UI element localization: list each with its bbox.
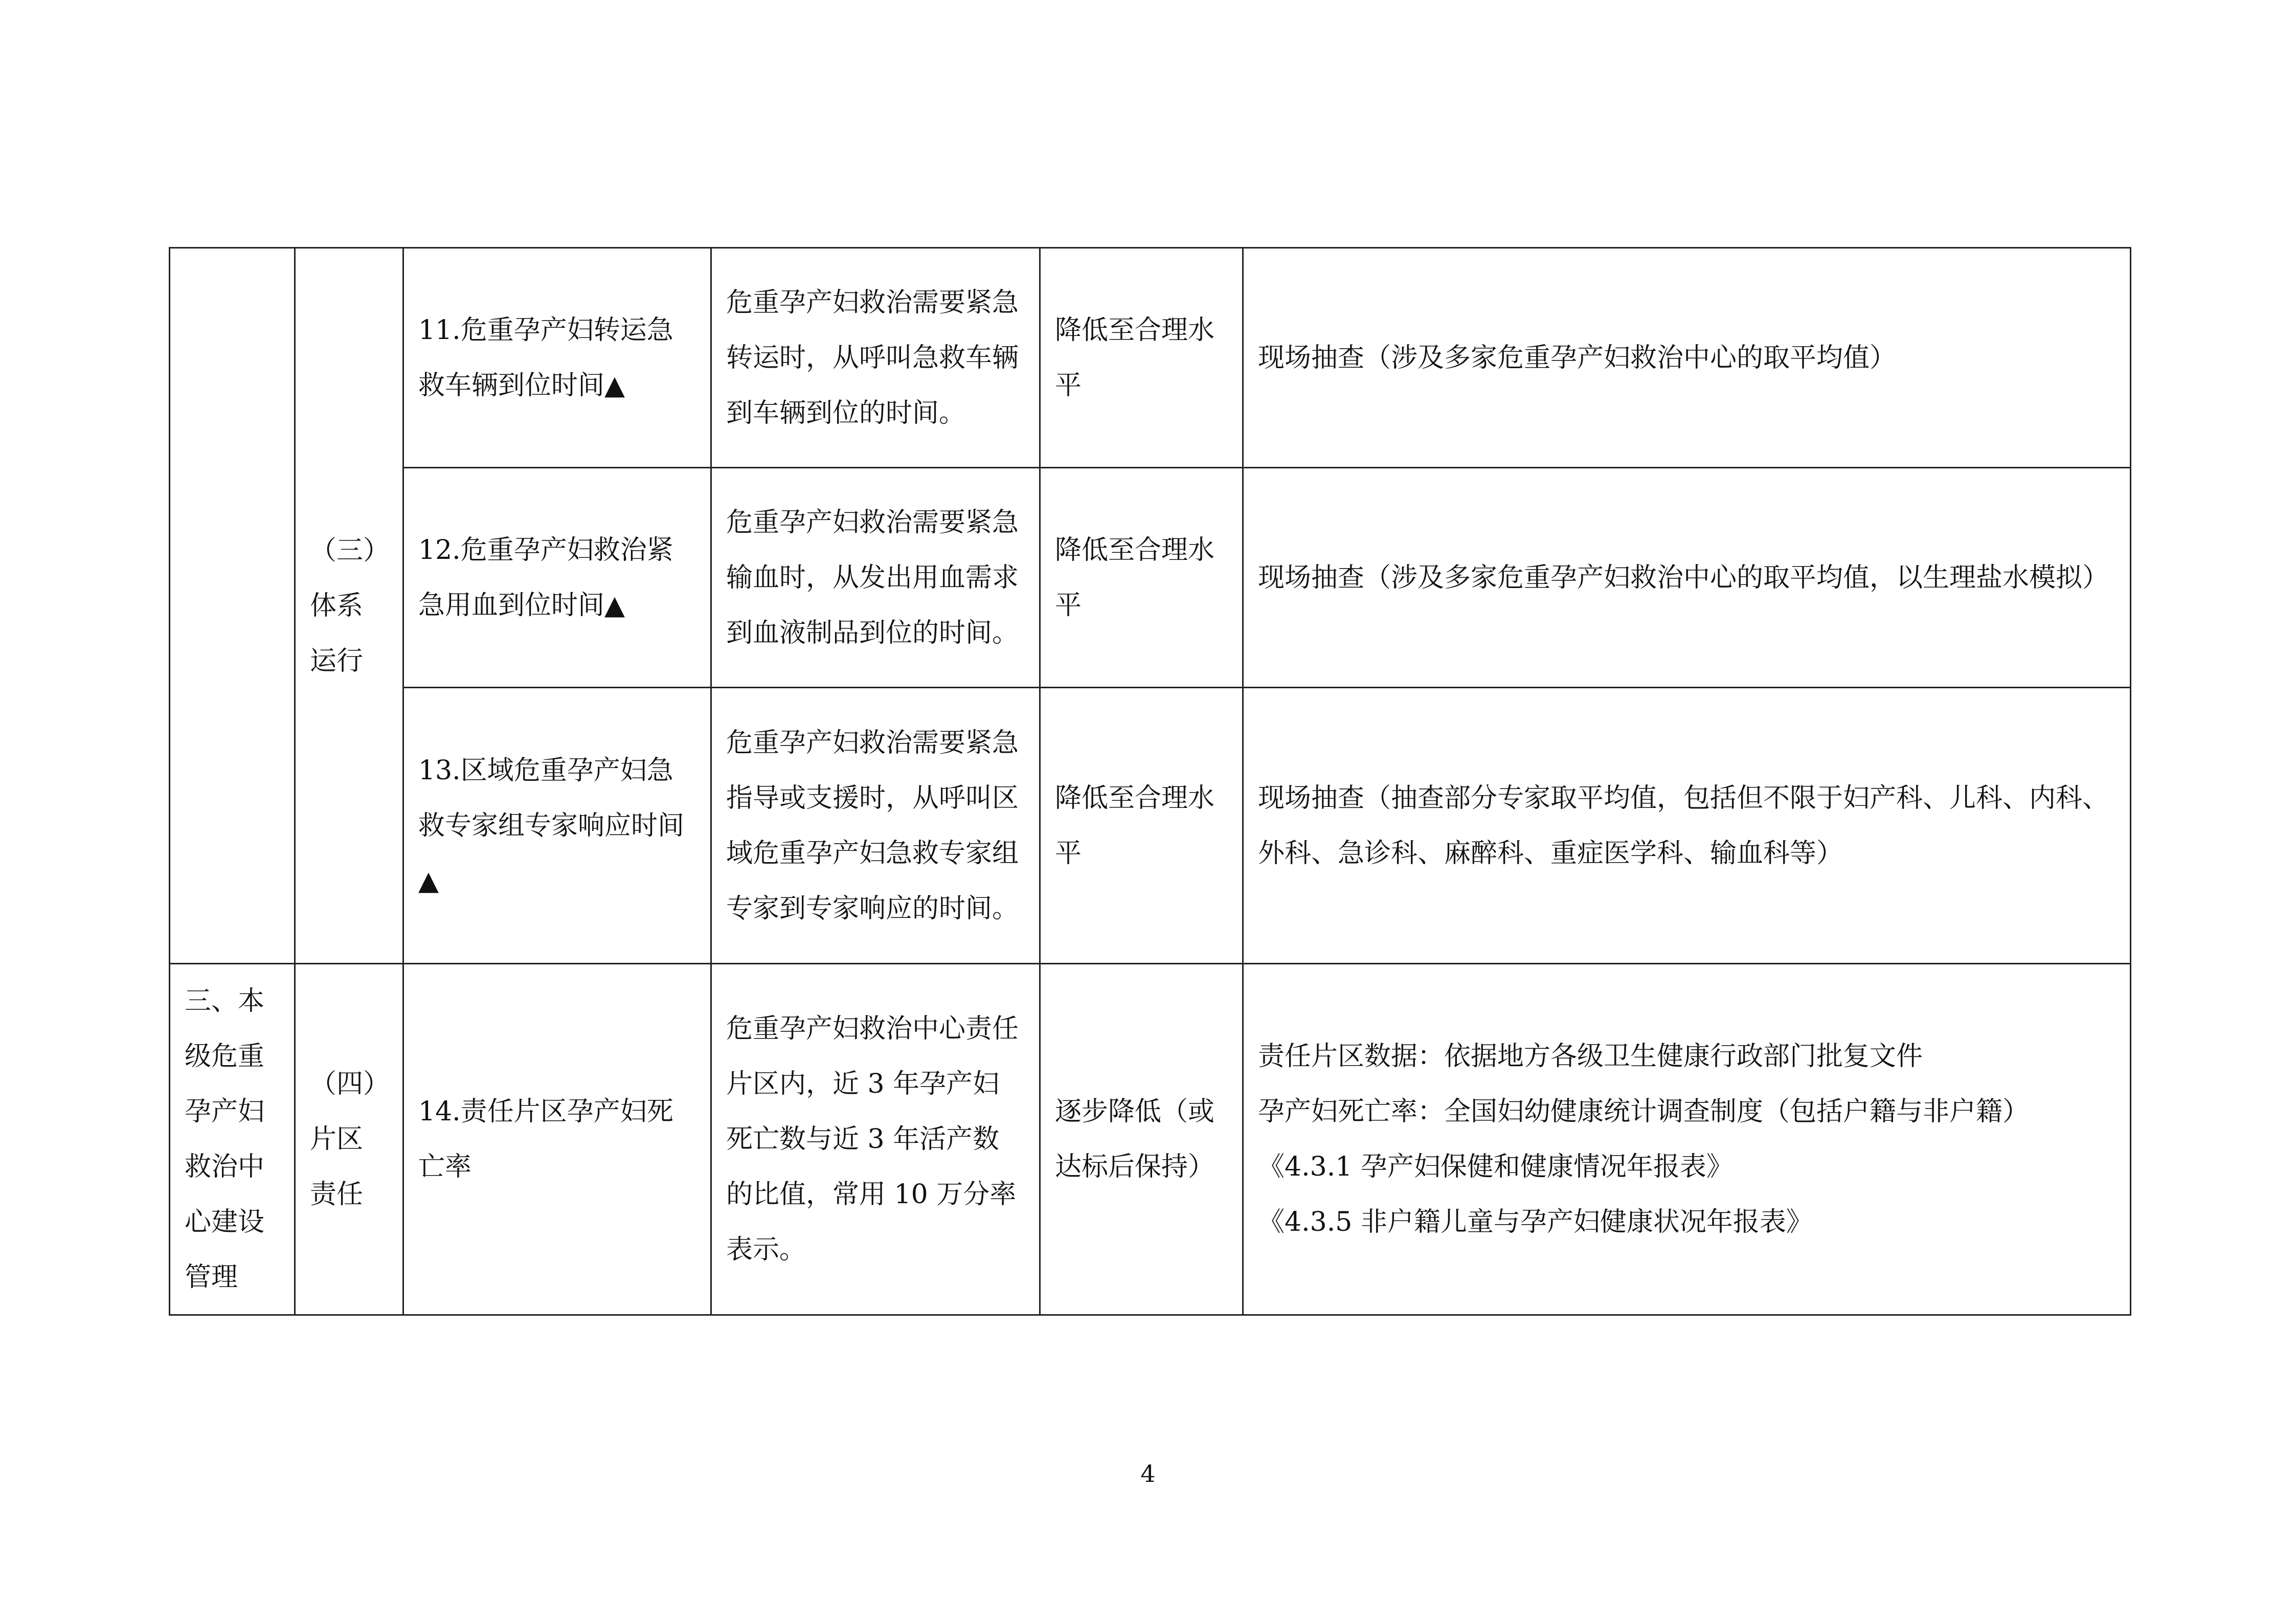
method-line: 《4.3.1 孕产妇保健和健康情况年报表》 <box>1258 1152 1733 1182</box>
definition-cell: 危重孕产妇救治需要紧急转运时，从呼叫急救车辆到车辆到位的时间。 <box>711 248 1040 468</box>
method-cell: 现场抽查（涉及多家危重孕产妇救治中心的取平均值） <box>1243 248 2131 468</box>
table-row <box>170 688 2131 964</box>
target-cell: 降低至合理水平 <box>1040 688 1243 964</box>
table-row <box>170 468 2131 688</box>
indicator-cell: 11.危重孕产妇转运急救车辆到位时间▲ <box>403 248 711 468</box>
definition-cell: 危重孕产妇救治中心责任片区内，近 3 年孕产妇死亡数与近 3 年活产数的比值，常用 10 万分率表示。 <box>711 964 1040 1315</box>
definition-cell: 危重孕产妇救治需要紧急输血时，从发出用血需求到血液制品到位的时间。 <box>711 468 1040 688</box>
indicator-cell: 13.区域危重孕产妇急救专家组专家响应时间▲ <box>403 688 711 964</box>
method-line: 孕产妇死亡率：全国妇幼健康统计调查制度（包括户籍与非户籍） <box>1258 1096 2030 1127</box>
subcategory-cell: （三）体系运行 <box>295 248 403 964</box>
category-cell: 三、本级危重孕产妇救治中心建设管理 <box>170 964 295 1315</box>
table-row <box>170 964 2131 1315</box>
method-cell <box>1243 964 2131 1315</box>
target-cell: 降低至合理水平 <box>1040 468 1243 688</box>
method-line: 《4.3.5 非户籍儿童与孕产妇健康状况年报表》 <box>1258 1207 1813 1237</box>
subcategory-cell: （四）片区责任 <box>295 964 403 1315</box>
method-cell: 现场抽查（涉及多家危重孕产妇救治中心的取平均值，以生理盐水模拟） <box>1243 468 2131 688</box>
target-cell: 逐步降低（或达标后保持） <box>1040 964 1243 1315</box>
indicator-cell: 14.责任片区孕产妇死亡率 <box>403 964 711 1315</box>
indicator-table <box>169 247 2131 1316</box>
category-cell <box>170 248 295 964</box>
definition-cell: 危重孕产妇救治需要紧急指导或支援时，从呼叫区域危重孕产妇急救专家组专家到专家响应的时间。 <box>711 688 1040 964</box>
indicator-cell: 12.危重孕产妇救治紧急用血到位时间▲ <box>403 468 711 688</box>
target-cell: 降低至合理水平 <box>1040 248 1243 468</box>
table-row <box>170 248 2131 468</box>
page-number: 4 <box>1140 1460 1156 1487</box>
method-cell: 现场抽查（抽查部分专家取平均值，包括但不限于妇产科、儿科、内科、外科、急诊科、麻醉科、重症医学科、输血科等） <box>1243 688 2131 964</box>
method-line: 责任片区数据：依据地方各级卫生健康行政部门批复文件 <box>1258 1041 1923 1072</box>
